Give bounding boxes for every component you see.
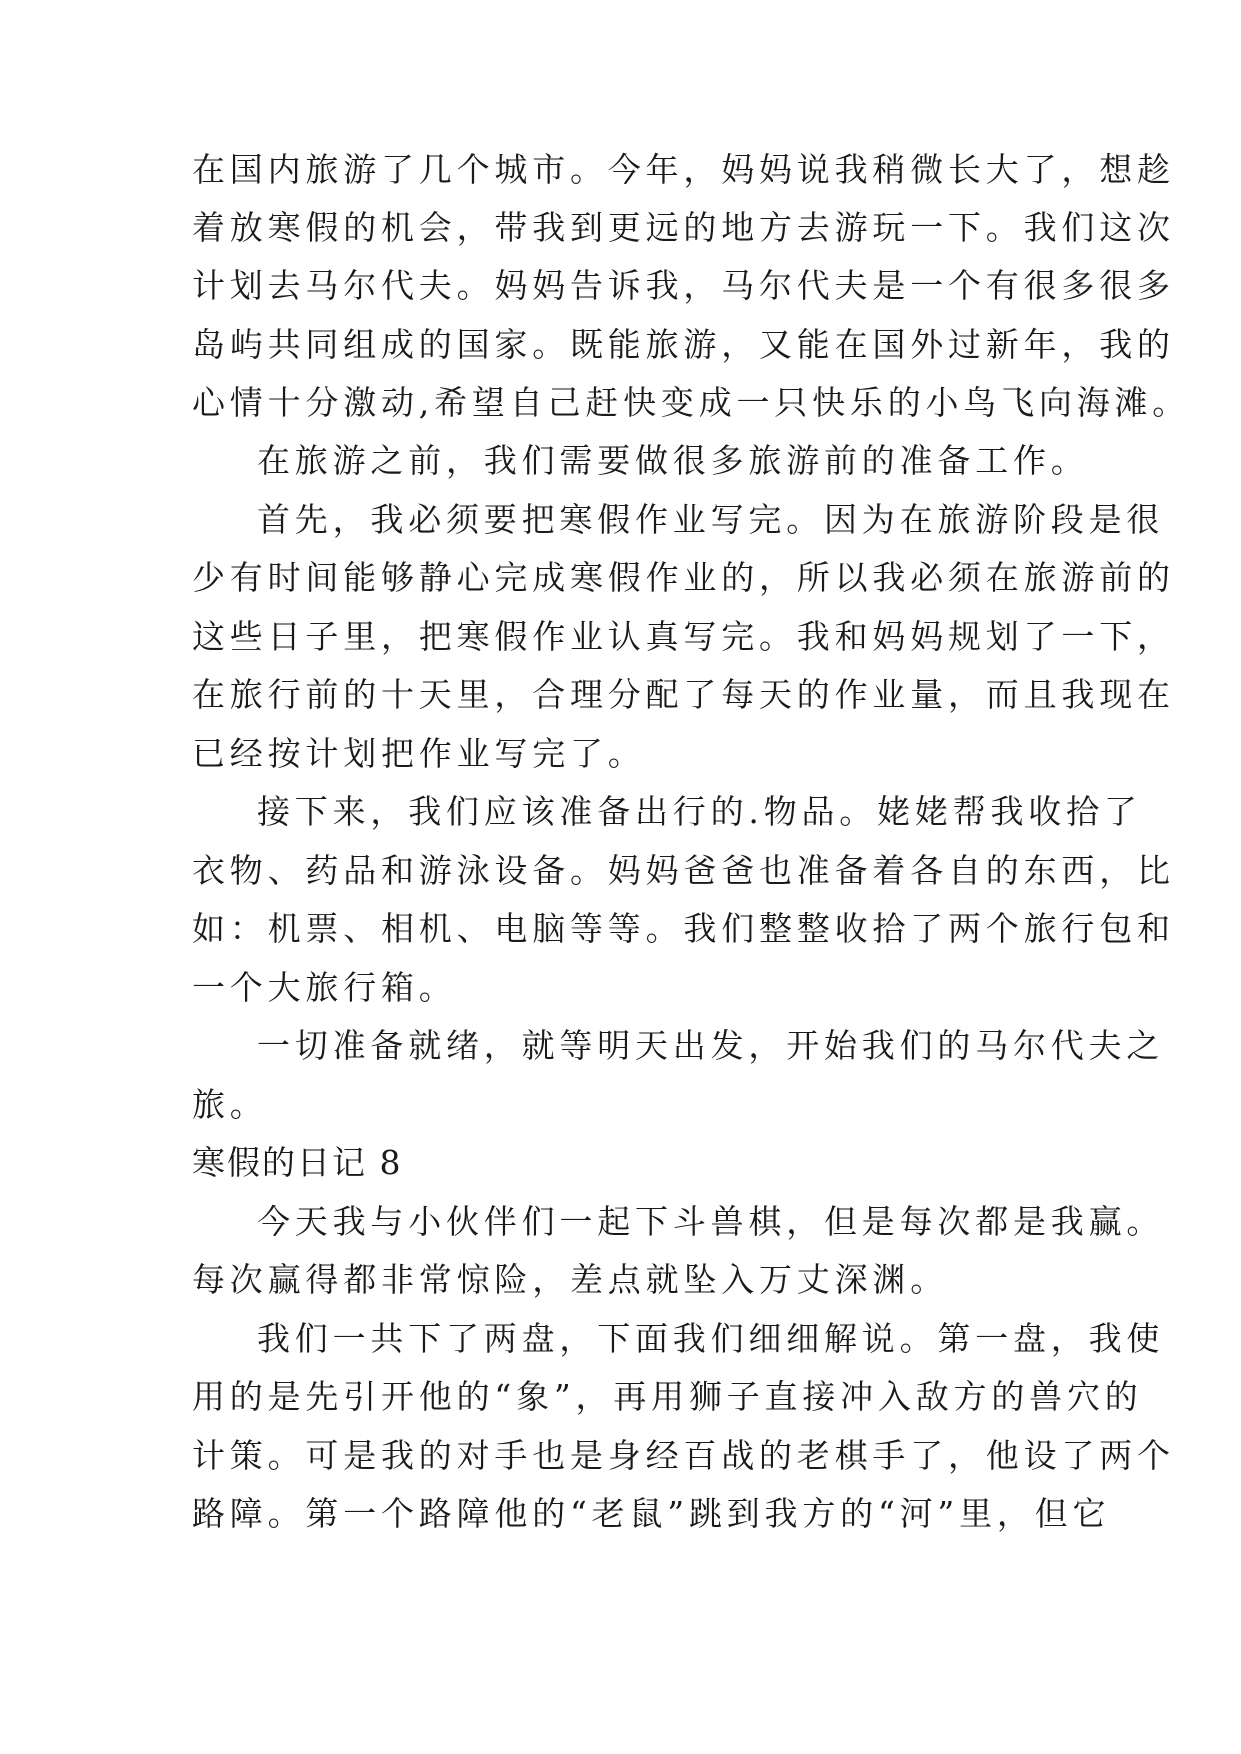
- text-line: 少有时间能够静心完成寒假作业的，所以我必须在旅游前的: [192, 558, 1175, 597]
- text-line: 在旅行前的十天里，合理分配了每天的作业量，而且我现在: [192, 675, 1175, 714]
- text-line: 已经按计划把作业写完了。: [192, 734, 646, 773]
- text-line: 旅。: [192, 1085, 268, 1124]
- text-line: 如：机票、相机、电脑等等。我们整整收拾了两个旅行包和: [192, 909, 1175, 948]
- text-line: 用的是先引开他的“象”，再用狮子直接冲入敌方的兽穴的: [192, 1377, 1143, 1416]
- text-line: 岛屿共同组成的国家。既能旅游，又能在国外过新年，我的: [192, 325, 1175, 364]
- text-line: 计策。可是我的对手也是身经百战的老棋手了，他设了两个: [192, 1436, 1175, 1475]
- text-line: 衣物、药品和游泳设备。妈妈爸爸也准备着各自的东西，比: [192, 851, 1175, 890]
- text-line: 一切准备就绪，就等明天出发，开始我们的马尔代夫之: [257, 1026, 1165, 1065]
- text-line: 接下来，我们应该准备出行的.物品。姥姥帮我收拾了: [257, 792, 1142, 831]
- text-line: 每次赢得都非常惊险，差点就坠入万丈深渊。: [192, 1260, 948, 1299]
- text-line: 路障。第一个路障他的“老鼠”跳到我方的“河”里，但它: [192, 1494, 1111, 1533]
- text-line: 在旅游之前，我们需要做很多旅游前的准备工作。: [257, 441, 1089, 480]
- text-line: 在国内旅游了几个城市。今年，妈妈说我稍微长大了，想趁: [192, 150, 1175, 189]
- text-line: 心情十分激动,希望自己赶快变成一只快乐的小鸟飞向海滩。: [192, 383, 1191, 422]
- text-line: 这些日子里，把寒假作业认真写完。我和妈妈规划了一下，: [192, 617, 1175, 656]
- text-line: 今天我与小伙伴们一起下斗兽棋，但是每次都是我赢。: [257, 1202, 1165, 1241]
- text-line: 首先，我必须要把寒假作业写完。因为在旅游阶段是很: [257, 500, 1165, 539]
- text-line: 着放寒假的机会，带我到更远的地方去游玩一下。我们这次: [192, 208, 1175, 247]
- text-line: 计划去马尔代夫。妈妈告诉我，马尔代夫是一个有很多很多: [192, 266, 1175, 305]
- section-heading: 寒假的日记 8: [192, 1143, 403, 1182]
- text-line: 一个大旅行箱。: [192, 968, 457, 1007]
- text-line: 我们一共下了两盘，下面我们细细解说。第一盘，我使: [257, 1319, 1165, 1358]
